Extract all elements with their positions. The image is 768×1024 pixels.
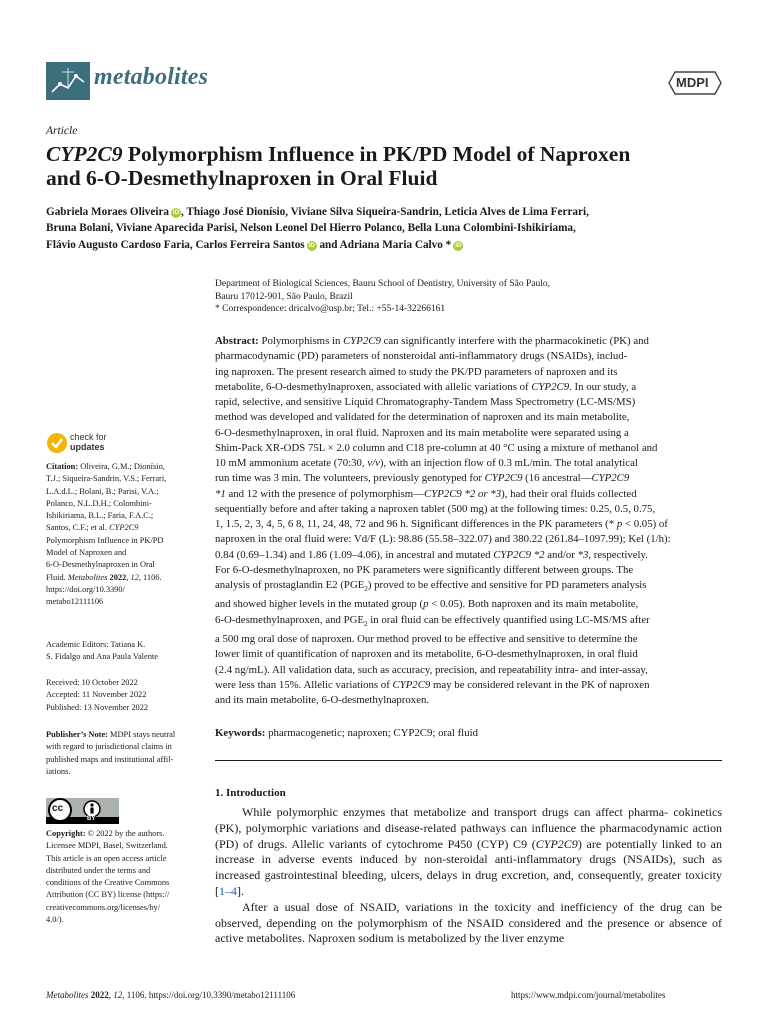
mdpi-logo [667, 70, 723, 96]
affiliation-line: Department of Biological Sciences, Bauru School of Dentistry, University of São Paulo, [215, 279, 550, 289]
citation-block: Citation: Oliveira, G.M.; Dionísio, T.J.; Siqueira-Sandrin, V.S.; Ferrari, L.A.d.L.; Bolani, B.; Parisi, V.A.; Polanco, N.L.D.H.; Colombini- Ishikiriama, B.L.; Faria, F.A.C.; Santos, C.F.; et al. CYP2C9 Polymorphism Influence in PK/PD Model of Naproxen and 6-O-Desmethylnaproxen in Oral Fluid. Metabolites 2022, 12, 1106. https://doi.org/10.3390/ metabo12111106 [46, 461, 198, 609]
intro-paragraph-2: After a usual dose of NSAID, variations in the toxicity and inefficiency of the drug can be observed, depending on the polymorphism of the NSAID considered and the presence or absence of active metabolites. Naproxen sodium is metabolized by the liver enzyme [215, 899, 723, 946]
abstract: Abstract: Polymorphisms in CYP2C9 can significantly interfere with the pharmacokinetic (PK) and pharmacodynamic (PD) parameters of nonsteroidal anti-inflammatory drugs (NSAIDs), includ- ing naproxen. The present research aimed to study the PK/PD parameters of naproxen and its metabolite, 6-O-desmethylnaproxen, associated with allelic variations of CYP2C9. In our study, a rapid, selective, and sensitive Liquid Chromatography-Tandem Mass Spectrometry (LC-MS/MS) method was developed and validated for the determination of naproxen and its main metabolite, 6-O-desmethylnaproxen, in oral fluid. Naproxen and its main metabolite were separated using a Shim-Pack XR-ODS 75L × 2.0 column and C18 pre-column at 40 °C using a mixture of methanol and 10 mM ammonium acetate (70:30, v/v), with an injection flow of 0.3 mL/min. The total analytical run time was 3 min. The volunteers, previously genotyped for CYP2C9 (16 ancestral—CYP2C9 *1 and 12 with the presence of polymorphism—CYP2C9 *2 or *3), had their oral fluids collected sequentially before and after taking a naproxen tablet (500 mg) at the following times: 0.25, 0.5, 0.75, 1, 1.5, 2, 3, 4, 5, 6 8, 11, 24, 48, 72 and 96 h. Significant differences in the PK parameters (* p < 0.05) of naproxen in the oral fluid were: Vd/F (L): 98.86 (55.58–322.07) and 380.22 (261.84–1097.99); Kel (1/h): 0.84 (0.69–1.34) and 1.86 (1.09–4.06), in ancestral and mutated CYP2C9 *2 and/or *3, respectively. For 6-O-desmethylnaproxen, no PK parameters were significantly different between groups. The analysis of prostaglandin E2 $(PGE_2)$ proved to be effective and sensitive for PD parameters analysis and showed higher levels in the mutated group (p < 0.05). Both naproxen and its main metabolite, 6-O-desmethylnaproxen, and $PGE_2$ in oral fluid can be effectively quantified using LC-MS/MS after a 500 mg oral dose of naproxen. Our method proved to be effective and sensitive to determine the lower limit of quantification of naproxen and its metabolite, 6-O-desmethylnaproxen, in oral fluid (2.4 ng/mL). All validation data, such as accuracy, precision, and repeatability intra- and inter-assay, were less than 15%. Allelic variations of CYP2C9 may be considered relevant in the PK of naproxen and its main metabolite, 6-O-desmethylnaproxen. [215, 335, 671, 707]
cc-label: cc [52, 803, 64, 814]
title-line2: and 6-O-Desmethylnaproxen in Oral Fluid [46, 166, 438, 190]
footer-doi-link[interactable]: , 1106. https://doi.org/10.3390/metabo12111106 [122, 990, 296, 1000]
correspondence: * Correspondence: dricalvo@usp.br; Tel.: +55-14-32266161 [215, 304, 446, 314]
date-accepted: Accepted: 11 November 2022 [46, 690, 147, 700]
section-heading-introduction: 1. Introduction [215, 787, 286, 799]
authors-group-3: Flávio Augusto Cardoso Faria, Carlos Ferreira Santos [46, 238, 305, 251]
orcid-icon[interactable]: iD [308, 242, 315, 249]
date-received: Received: 10 October 2022 [46, 678, 138, 687]
check-updates-line1: check for [70, 432, 107, 442]
author-calvo: and Adriana Maria Calvo * [316, 238, 452, 251]
license-link[interactable]: creativecommons.org/licenses/by/ [46, 902, 161, 912]
citation-doi-link[interactable]: https://doi.org/10.3390/ [46, 584, 125, 594]
publishers-note: Publisher’s Note: MDPI stays neutral with regard to jurisdictional claims in published maps and institutional affil- iations. [46, 730, 176, 776]
check-updates-icon [46, 432, 68, 454]
authors-group-2: Bruna Bolani, Viviane Aparecida Parisi, Nelson Leonel Del Hierro Polanco, Bella Luna Colombini-Ishikiriama, [46, 222, 576, 235]
orcid-icon[interactable]: iD [455, 242, 462, 249]
introduction-body [215, 805, 722, 947]
orcid-icon[interactable]: iD [173, 210, 180, 216]
academic-editors: Academic Editors: Tatiana K. S. Fidalgo and Ana Paula Valente [46, 640, 158, 662]
publisher-name: MDPI [676, 75, 709, 90]
date-published: Published: 13 November 2022 [46, 702, 149, 712]
check-updates-line2: updates [70, 442, 105, 452]
affiliation [215, 278, 735, 316]
keywords-text: pharmacogenetic; naproxen; CYP2C9; oral fluid [265, 727, 478, 739]
article-type: Article [46, 125, 78, 137]
author-oliveira[interactable]: Gabriela Moraes Oliveira [46, 206, 170, 218]
cc-by-license-badge[interactable] [46, 798, 119, 824]
intro-paragraph-1: While polymorphic enzymes that metabolize and transport drugs can affect pharma- cokinetics (PK), polymorphic variations and disease-related pathways can influence the pharmacodynamic action (PD) of drugs. Allelic variants of cytochrome P450 (CYP) C9 (CYP2C9) are potentially linked to an increase in adverse events induced by non-steroidal anti-inflammatory drugs (NSAIDs), such as increased gastrointestinal bleeding, ulcers, delays in drug excretion, and, consequently, greater toxicity [1–4]. [215, 805, 723, 898]
article-title [46, 142, 736, 190]
footer-citation: Metabolites 2022, 12, 1106. https://doi.org/10.3390/metabo12111106 [46, 990, 296, 1000]
license-link[interactable]: 4.0/). [46, 915, 64, 925]
citation-doi-link[interactable]: metabo12111106 [46, 597, 104, 607]
publication-dates [46, 677, 198, 714]
keywords [215, 727, 722, 739]
reference-link[interactable]: 1–4 [219, 883, 237, 898]
abstract-label: Abstract: [215, 335, 259, 347]
footer-journal-url[interactable]: https://www.mdpi.com/journal/metabolites [511, 990, 666, 1000]
license-link[interactable]: Attribution (CC BY) license (https:// [46, 890, 170, 900]
author-list [46, 204, 736, 253]
section-divider [215, 760, 722, 761]
keywords-label: Keywords: [215, 727, 266, 739]
authors-group-1: , Thiago José Dionísio, Viviane Silva Siqueira-Sandrin, Leticia Alves de Lima Ferrari, [181, 206, 589, 218]
copyright-block: Copyright: © 2022 by the authors. Licensee MDPI, Basel, Switzerland. This article is an open access article distributed under the terms and conditions of the Creative Commons Attribution (CC BY) license (https:// creativecommons.org/licenses/by/ 4.0/). [46, 828, 198, 926]
title-line1: Polymorphism Influence in PK/PD Model of Naproxen [122, 142, 631, 166]
journal-logo-icon [46, 62, 90, 100]
by-label: BY [87, 816, 96, 822]
title-gene: CYP2C9 [46, 142, 123, 166]
check-for-updates-button[interactable] [46, 430, 136, 456]
journal-name: metabolites [94, 64, 209, 90]
affiliation-line: Bauru 17012-901, São Paulo, Brazil [215, 291, 353, 302]
